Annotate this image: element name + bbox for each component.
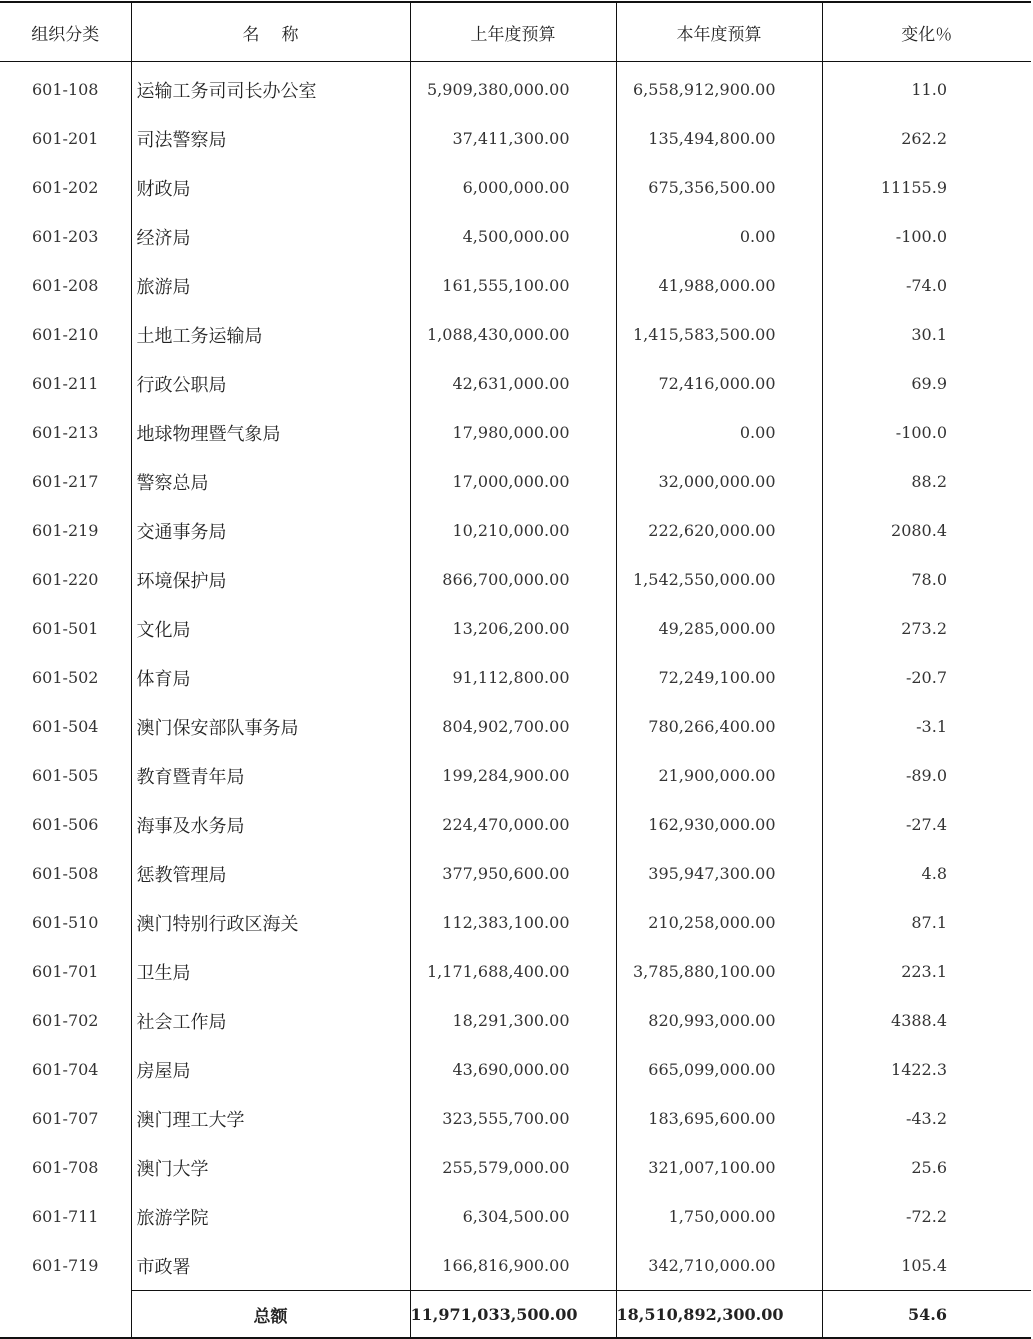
row-prev-budget: 1,088,430,000.00 xyxy=(410,310,616,359)
row-name: 澳门理工大学 xyxy=(131,1094,410,1143)
row-prev-budget: 1,171,688,400.00 xyxy=(410,947,616,996)
row-prev-budget: 866,700,000.00 xyxy=(410,555,616,604)
row-change: -100.0 xyxy=(895,423,947,442)
row-prev-budget: 13,206,200.00 xyxy=(410,604,616,653)
row-code: 601-701 xyxy=(0,947,131,996)
row-prev-budget: 17,000,000.00 xyxy=(410,457,616,506)
row-code: 601-506 xyxy=(0,800,131,849)
table-row xyxy=(0,849,1031,898)
table-row xyxy=(0,800,1031,849)
row-name: 地球物理暨气象局 xyxy=(131,408,410,457)
row-name: 运输工务司司长办公室 xyxy=(131,62,410,115)
row-change: -27.4 xyxy=(905,815,947,834)
row-curr-budget: 72,249,100.00 xyxy=(616,653,822,702)
row-prev-budget: 17,980,000.00 xyxy=(410,408,616,457)
row-name: 经济局 xyxy=(131,212,410,261)
table-header-row xyxy=(0,2,1031,62)
row-name: 体育局 xyxy=(131,653,410,702)
row-name: 海事及水务局 xyxy=(131,800,410,849)
row-prev-budget: 224,470,000.00 xyxy=(410,800,616,849)
row-change: 273.2 xyxy=(901,619,947,638)
row-name: 行政公职局 xyxy=(131,359,410,408)
row-name: 旅游局 xyxy=(131,261,410,310)
row-code: 601-208 xyxy=(0,261,131,310)
row-code: 601-505 xyxy=(0,751,131,800)
row-prev-budget: 18,291,300.00 xyxy=(410,996,616,1045)
total-change: 54.6 xyxy=(822,1291,1031,1339)
row-name: 文化局 xyxy=(131,604,410,653)
row-prev-budget: 377,950,600.00 xyxy=(410,849,616,898)
row-name: 交通事务局 xyxy=(131,506,410,555)
table-row xyxy=(0,359,1031,408)
row-curr-budget: 1,750,000.00 xyxy=(616,1192,822,1241)
row-curr-budget: 183,695,600.00 xyxy=(616,1094,822,1143)
row-curr-budget: 32,000,000.00 xyxy=(616,457,822,506)
row-name: 惩教管理局 xyxy=(131,849,410,898)
row-prev-budget: 6,304,500.00 xyxy=(410,1192,616,1241)
row-curr-budget: 72,416,000.00 xyxy=(616,359,822,408)
table-row xyxy=(0,62,1031,115)
row-curr-budget: 820,993,000.00 xyxy=(616,996,822,1045)
row-name: 旅游学院 xyxy=(131,1192,410,1241)
row-curr-budget: 780,266,400.00 xyxy=(616,702,822,751)
row-prev-budget: 37,411,300.00 xyxy=(410,114,616,163)
row-code: 601-707 xyxy=(0,1094,131,1143)
table-row xyxy=(0,751,1031,800)
table-row xyxy=(0,212,1031,261)
row-change: 1422.3 xyxy=(891,1060,947,1079)
table-body xyxy=(0,62,1031,1291)
row-code: 601-202 xyxy=(0,163,131,212)
row-prev-budget: 323,555,700.00 xyxy=(410,1094,616,1143)
row-prev-budget: 5,909,380,000.00 xyxy=(410,62,616,115)
row-name: 教育暨青年局 xyxy=(131,751,410,800)
row-curr-budget: 342,710,000.00 xyxy=(616,1241,822,1291)
row-code: 601-504 xyxy=(0,702,131,751)
row-change: 11.0 xyxy=(911,80,947,99)
total-curr-budget: 18,510,892,300.00 xyxy=(616,1291,822,1339)
table-row xyxy=(0,506,1031,555)
row-name: 警察总局 xyxy=(131,457,410,506)
row-change: 2080.4 xyxy=(891,521,947,540)
row-prev-budget: 112,383,100.00 xyxy=(410,898,616,947)
header-change: 变化％ xyxy=(822,2,1031,62)
row-prev-budget: 91,112,800.00 xyxy=(410,653,616,702)
row-code: 601-704 xyxy=(0,1045,131,1094)
row-change: 25.6 xyxy=(911,1158,947,1177)
total-label: 总额 xyxy=(131,1291,410,1339)
row-code: 601-501 xyxy=(0,604,131,653)
row-change: -74.0 xyxy=(905,276,947,295)
table-row xyxy=(0,457,1031,506)
table-row xyxy=(0,702,1031,751)
row-name: 司法警察局 xyxy=(131,114,410,163)
row-code: 601-502 xyxy=(0,653,131,702)
table-row xyxy=(0,898,1031,947)
row-prev-budget: 42,631,000.00 xyxy=(410,359,616,408)
table-row xyxy=(0,1094,1031,1143)
row-name: 市政署 xyxy=(131,1241,410,1291)
row-change: 4.8 xyxy=(921,864,947,883)
row-curr-budget: 0.00 xyxy=(616,408,822,457)
row-curr-budget: 3,785,880,100.00 xyxy=(616,947,822,996)
row-curr-budget: 210,258,000.00 xyxy=(616,898,822,947)
table-row xyxy=(0,1045,1031,1094)
row-curr-budget: 1,415,583,500.00 xyxy=(616,310,822,359)
row-name: 澳门大学 xyxy=(131,1143,410,1192)
row-change: -3.1 xyxy=(916,717,947,736)
row-change: 223.1 xyxy=(901,962,947,981)
header-code: 组织分类 xyxy=(0,2,131,62)
row-curr-budget: 41,988,000.00 xyxy=(616,261,822,310)
row-name: 土地工务运输局 xyxy=(131,310,410,359)
table-row xyxy=(0,310,1031,359)
row-curr-budget: 162,930,000.00 xyxy=(616,800,822,849)
row-change: 11155.9 xyxy=(880,178,947,197)
row-code: 601-210 xyxy=(0,310,131,359)
row-name: 澳门保安部队事务局 xyxy=(131,702,410,751)
row-change: -89.0 xyxy=(905,766,947,785)
row-code: 601-203 xyxy=(0,212,131,261)
row-code: 601-108 xyxy=(0,62,131,115)
row-change: 262.2 xyxy=(901,129,947,148)
row-curr-budget: 135,494,800.00 xyxy=(616,114,822,163)
row-name: 卫生局 xyxy=(131,947,410,996)
row-curr-budget: 321,007,100.00 xyxy=(616,1143,822,1192)
row-curr-budget: 222,620,000.00 xyxy=(616,506,822,555)
table-row xyxy=(0,1192,1031,1241)
row-curr-budget: 395,947,300.00 xyxy=(616,849,822,898)
table-row xyxy=(0,947,1031,996)
row-prev-budget: 6,000,000.00 xyxy=(410,163,616,212)
row-curr-budget: 21,900,000.00 xyxy=(616,751,822,800)
header-curr-budget: 本年度预算 xyxy=(616,2,822,62)
row-change: -43.2 xyxy=(905,1109,947,1128)
row-curr-budget: 49,285,000.00 xyxy=(616,604,822,653)
row-prev-budget: 166,816,900.00 xyxy=(410,1241,616,1291)
row-curr-budget: 675,356,500.00 xyxy=(616,163,822,212)
row-prev-budget: 4,500,000.00 xyxy=(410,212,616,261)
total-code-cell xyxy=(0,1291,131,1339)
row-name: 房屋局 xyxy=(131,1045,410,1094)
row-name: 财政局 xyxy=(131,163,410,212)
table-row xyxy=(0,996,1031,1045)
row-prev-budget: 10,210,000.00 xyxy=(410,506,616,555)
total-prev-budget: 11,971,033,500.00 xyxy=(410,1291,616,1339)
row-code: 601-201 xyxy=(0,114,131,163)
row-curr-budget: 1,542,550,000.00 xyxy=(616,555,822,604)
row-code: 601-702 xyxy=(0,996,131,1045)
row-change: -100.0 xyxy=(895,227,947,246)
row-change: 87.1 xyxy=(911,913,947,932)
total-row xyxy=(0,1291,1031,1339)
row-change: 105.4 xyxy=(901,1256,947,1275)
row-change: -20.7 xyxy=(905,668,947,687)
table-row xyxy=(0,604,1031,653)
row-change: 30.1 xyxy=(911,325,947,344)
row-name: 澳门特别行政区海关 xyxy=(131,898,410,947)
row-prev-budget: 43,690,000.00 xyxy=(410,1045,616,1094)
row-code: 601-211 xyxy=(0,359,131,408)
table-row xyxy=(0,163,1031,212)
row-change: 88.2 xyxy=(911,472,947,491)
row-prev-budget: 255,579,000.00 xyxy=(410,1143,616,1192)
row-code: 601-711 xyxy=(0,1192,131,1241)
row-change: -72.2 xyxy=(905,1207,947,1226)
table-row xyxy=(0,114,1031,163)
row-code: 601-510 xyxy=(0,898,131,947)
row-code: 601-220 xyxy=(0,555,131,604)
row-name: 环境保护局 xyxy=(131,555,410,604)
header-name: 名称 xyxy=(131,2,410,62)
row-name: 社会工作局 xyxy=(131,996,410,1045)
table-row xyxy=(0,261,1031,310)
budget-table xyxy=(0,1,1031,1339)
row-prev-budget: 161,555,100.00 xyxy=(410,261,616,310)
row-curr-budget: 665,099,000.00 xyxy=(616,1045,822,1094)
row-code: 601-213 xyxy=(0,408,131,457)
row-curr-budget: 0.00 xyxy=(616,212,822,261)
table-row xyxy=(0,408,1031,457)
row-curr-budget: 6,558,912,900.00 xyxy=(616,62,822,115)
row-prev-budget: 199,284,900.00 xyxy=(410,751,616,800)
table-row xyxy=(0,555,1031,604)
table-row xyxy=(0,653,1031,702)
table-row xyxy=(0,1241,1031,1291)
header-prev-budget: 上年度预算 xyxy=(410,2,616,62)
row-code: 601-219 xyxy=(0,506,131,555)
row-code: 601-217 xyxy=(0,457,131,506)
row-code: 601-719 xyxy=(0,1241,131,1291)
row-change: 4388.4 xyxy=(891,1011,947,1030)
row-code: 601-508 xyxy=(0,849,131,898)
row-code: 601-708 xyxy=(0,1143,131,1192)
row-prev-budget: 804,902,700.00 xyxy=(410,702,616,751)
row-change: 69.9 xyxy=(911,374,947,393)
table-row xyxy=(0,1143,1031,1192)
row-change: 78.0 xyxy=(911,570,947,589)
